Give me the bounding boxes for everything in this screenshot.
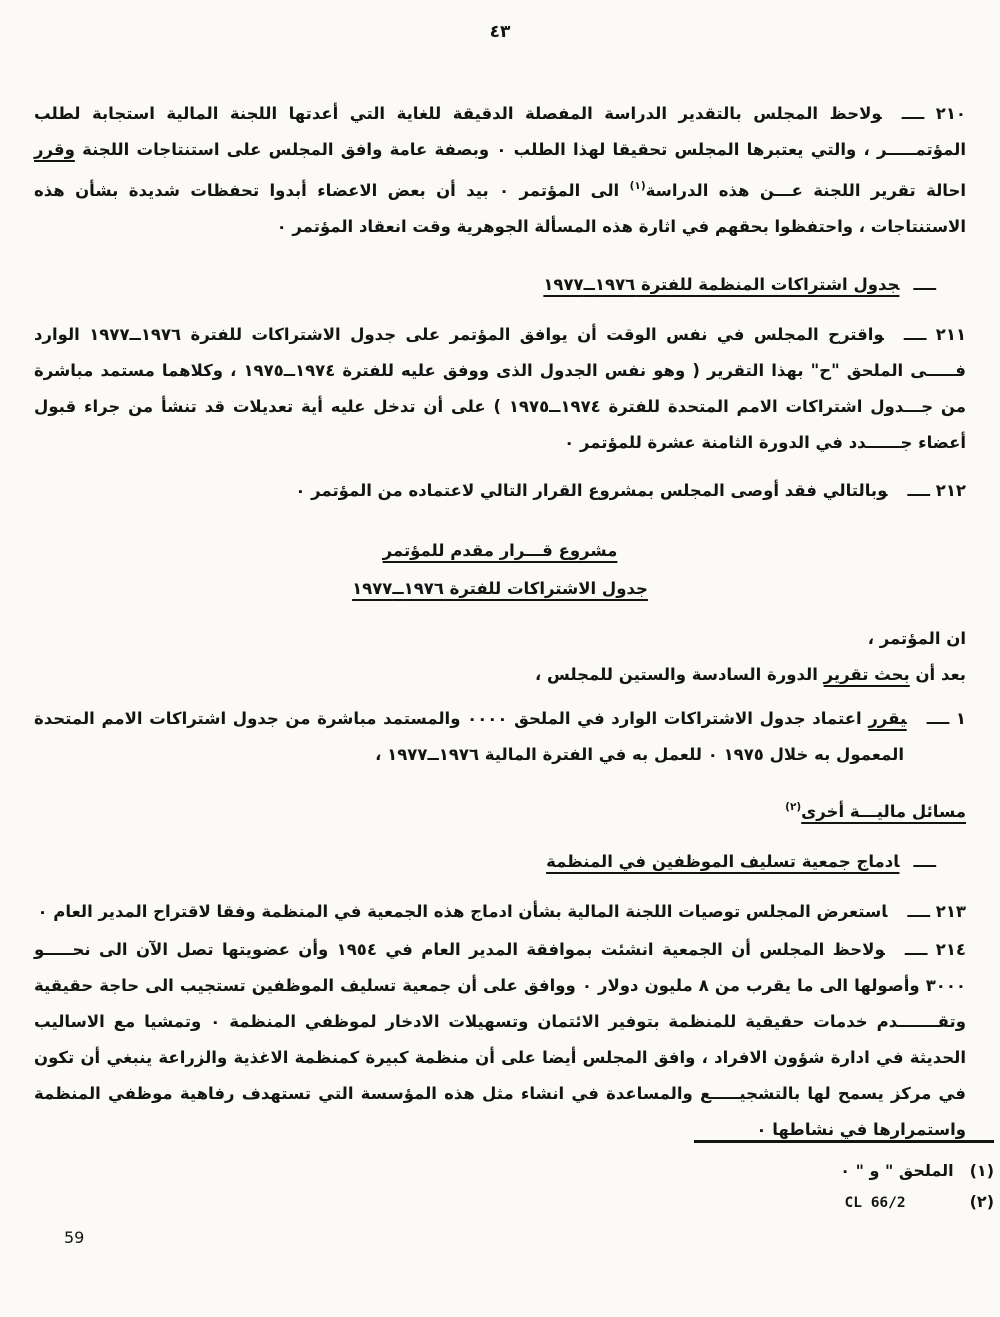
footnote-2 — [34, 1186, 994, 1219]
paragraph-213 — [34, 894, 966, 930]
paragraph-number: ٢١٤ ــــ — [904, 940, 966, 959]
paragraph-text: احالة تقرير اللجنة عـــن هذه الدراسة — [645, 181, 967, 200]
page-number-top: ٤٣ — [489, 22, 511, 42]
draft-recital-line — [34, 657, 966, 693]
heading-text: مشروع قـــرار مقدم للمؤتمر — [382, 541, 618, 560]
heading-text: ادماج جمعية تسليف الموظفين في المنظمة — [546, 852, 900, 871]
paragraph-number: ٢١٠ ــــ — [901, 104, 966, 123]
footnote-1 — [34, 1155, 994, 1186]
footnote-marker: (١) — [969, 1161, 994, 1180]
section-heading-other-financial-matters — [34, 789, 966, 830]
draft-operative-item-1 — [34, 701, 966, 773]
underlined-phrase: بحث تقرير — [823, 665, 910, 684]
paragraph-212 — [34, 473, 966, 509]
draft-opening-line: ان المؤتمر ، — [867, 629, 966, 648]
paragraph-number: ٢١٣ ــــ — [907, 902, 966, 921]
paragraph-211 — [34, 317, 966, 461]
footnote-text: CL 66/2 — [844, 1195, 906, 1211]
underlined-word: وقرر — [34, 140, 75, 159]
footnote-ref-1: (١) — [629, 180, 646, 192]
underlined-word: يقرر — [868, 709, 907, 728]
paragraph-text: ولاحظ المجلس أن الجمعية انشئت بموافقة المدير العام في ١٩٥٤ وأن عضويتها تصل الآن الى نحـــــو ٣٠٠٠ وأصولها الى ما يقرب من ٨ مليون دولار ٠ ووافق على أن جمعية تسليف الموظفين تستجيب الى حاجة حقيقية وتقـــــــدم خدمات حقيقية للمنظمة بتوفير الائتمان وتسهيلات الادخار لموظفي المنظمة ٠ وتمشيا مع الاساليب الحديثة في ادارة شؤون الافراد ، وافق المجلس أيضا على أن منظمة كبيرة كمنظمة الاغذية والزراعة ينبغي أن تكون في مركز يسمح لها بالتشجيـــــع والمساعدة في انشاء مثل هذه المؤسسة التي تستهدف رفاهية موظفي المنظمة واستمرارها في نشاطها ٠ — [34, 940, 966, 1139]
draft-resolution-title — [34, 533, 966, 569]
section-heading-credit-union — [34, 844, 936, 880]
recital-text: بعد أن — [909, 665, 966, 684]
dash-marker: ــــ — [913, 275, 936, 294]
heading-text: جدول اشتراكات المنظمة للفترة ١٩٧٦ــ١٩٧٧ — [543, 275, 900, 294]
paragraph-number: ٢١٢ ــــ — [907, 481, 966, 500]
recital-text: الدورة السادسة والستين للمجلس ، — [535, 665, 824, 684]
heading-text: مسائل ماليـــة أخرى — [801, 802, 966, 821]
footnote-marker: (٢) — [969, 1192, 994, 1211]
paragraph-number: ٢١١ ــــ — [903, 325, 967, 344]
paragraph-text: ولاحظ المجلس بالتقدير الدراسة المفصلة الدقيقة للغاية التي أعدتها اللجنة المالية استجابة لطلب المؤتمـــــر ، والتي يعتبرها المجلس تحقيقا لهذا الطلب ٠ وبصفة عامة وافق المجلس على استنتاجات اللجنة — [34, 104, 966, 159]
section-heading-contribution-scale — [34, 267, 936, 303]
footnotes-block — [34, 1140, 994, 1219]
footnote-text: الملحق " و " ٠ — [840, 1161, 954, 1180]
heading-text: جدول الاشتراكات للفترة ١٩٧٦ــ١٩٧٧ — [352, 579, 648, 598]
item-number: ١ ــــ — [926, 709, 966, 728]
paragraph-210 — [34, 96, 966, 245]
paragraph-text: الى المؤتمر ٠ بيد أن بعض الاعضاء أبدوا تحفظات شديدة بشأن هذه الاستنتاجات ، واحتفظوا بحقهم في اثارة هذه المسألة الجوهرية وقت انعقاد المؤتمر ٠ — [34, 181, 966, 236]
draft-resolution-subtitle — [34, 571, 966, 607]
paragraph-text: واقترح المجلس في نفس الوقت أن يوافق المؤتمر على جدول الاشتراكات للفترة ١٩٧٦ــ١٩٧٧ الوارد فـــــى الملحق "ح" بهذا التقرير ( وهو نفس الجدول الذى ووفق عليه للفترة ١٩٧٤ــ١٩٧٥ ، وكلاهما مستمد مباشرة من جـــدول اشتراكات الامم المتحدة للفترة ١٩٧٤ــ١٩٧٥ ) على أن تدخل عليه أية تعديلات قد تنشأ من جراء قبول أعضاء جــــــدد في الدورة الثامنة عشرة للمؤتمر ٠ — [34, 325, 966, 452]
dash-marker: ــــ — [913, 852, 936, 871]
page-number-bottom: 59 — [64, 1228, 85, 1247]
paragraph-214 — [34, 932, 966, 1148]
footnote-divider — [694, 1140, 994, 1143]
footnote-ref-2: (٢) — [785, 801, 802, 813]
paragraph-text: وبالتالي فقد أوصى المجلس بمشروع القرار التالي لاعتماده من المؤتمر ٠ — [295, 481, 888, 500]
item-text: اعتماد جدول الاشتراكات الوارد في الملحق ٠٠٠٠ والمستمد مباشرة من جدول اشتراكات الامم المتحدة المعمول به خلال ١٩٧٥ ٠ للعمل به في الفترة المالية ١٩٧٦ــ١٩٧٧ ، — [34, 709, 904, 764]
paragraph-text: استعرض المجلس توصيات اللجنة المالية بشأن ادماج هذه الجمعية في المنظمة وفقا لاقتراح المدير العام ٠ — [37, 902, 888, 921]
